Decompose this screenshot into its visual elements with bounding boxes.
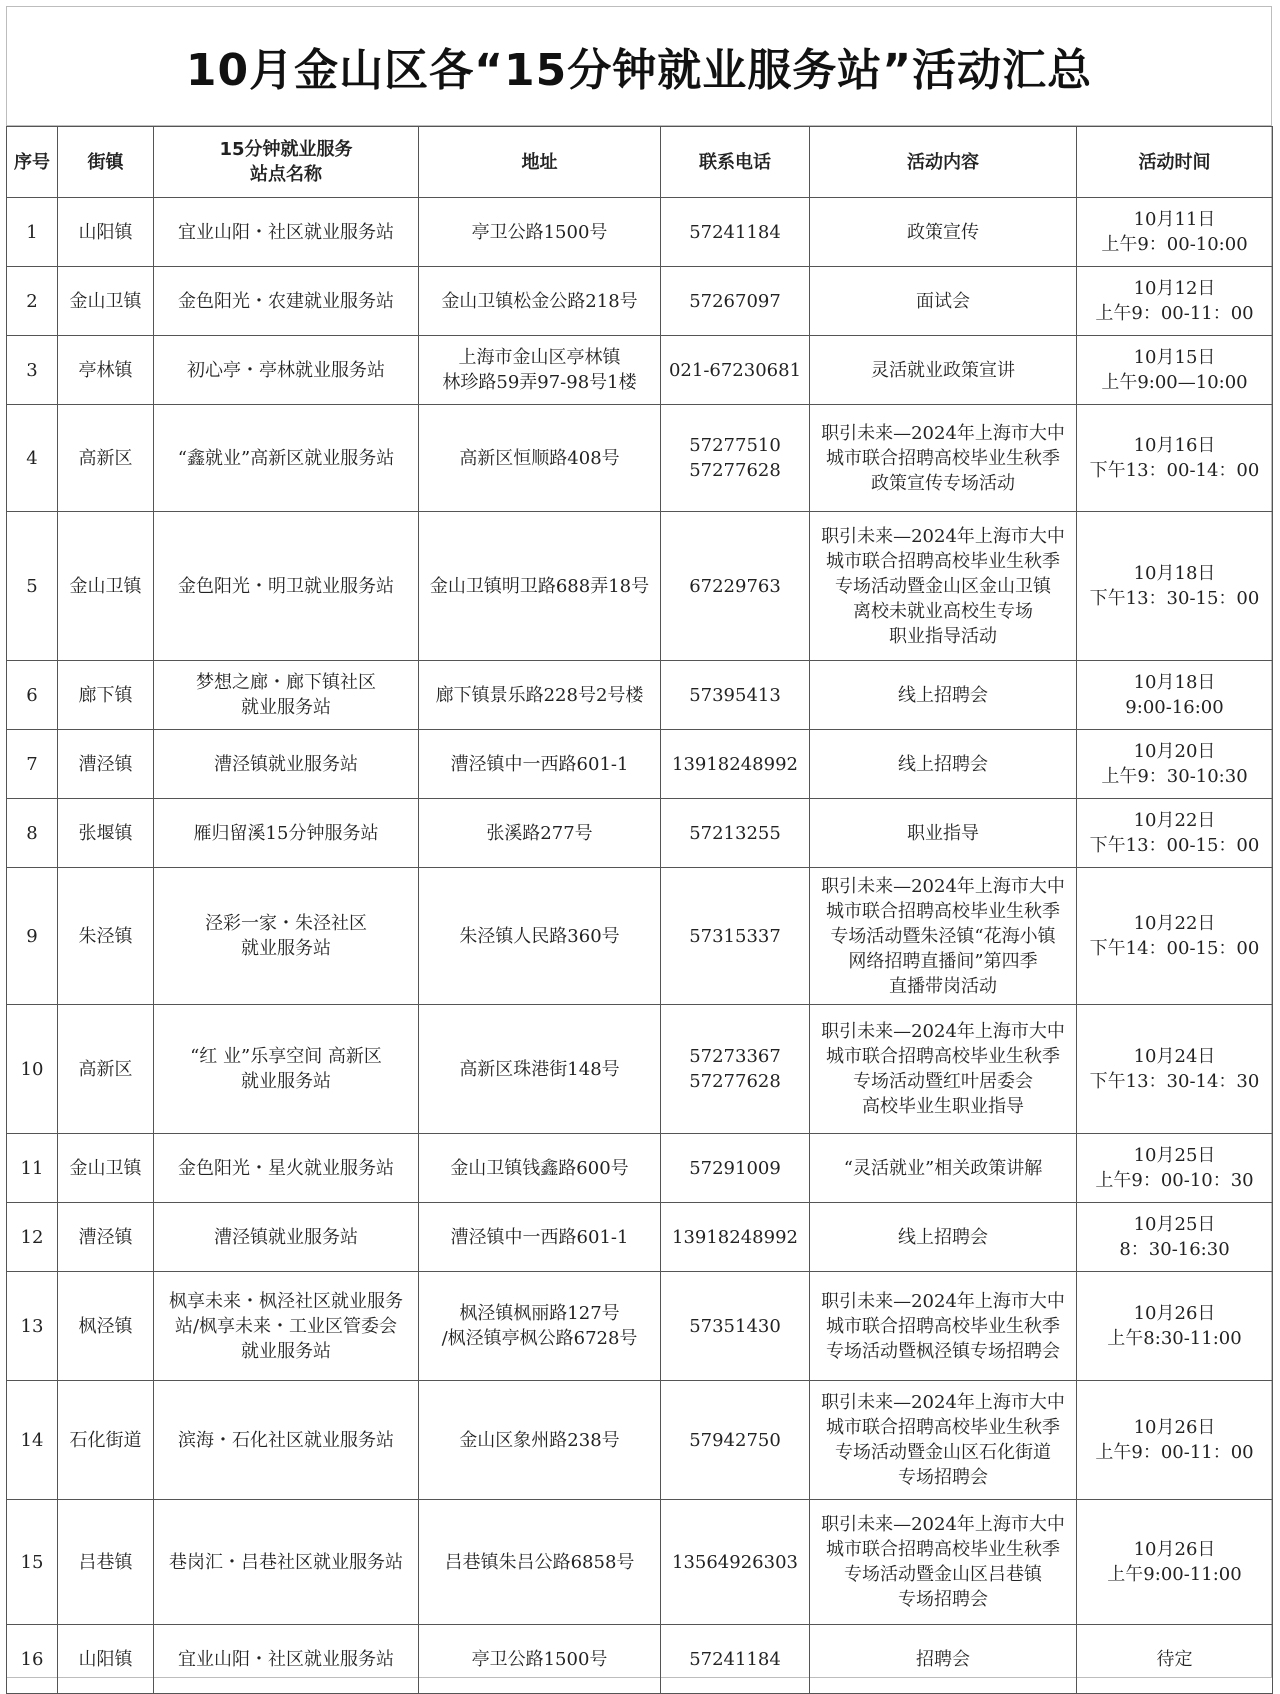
cell-phone: 57395413 — [661, 661, 810, 730]
cell-phone: 021-67230681 — [661, 336, 810, 405]
cell-phone: 13918248992 — [661, 1203, 810, 1272]
cell-phone: 57942750 — [661, 1381, 810, 1500]
table-body — [7, 198, 1273, 1694]
cell-no: 2 — [7, 267, 58, 336]
cell-station: 雁归留溪15分钟服务站 — [154, 799, 419, 868]
cell-content: 线上招聘会 — [810, 661, 1077, 730]
cell-no: 7 — [7, 730, 58, 799]
table-row — [7, 405, 1273, 512]
cell-address: 漕泾镇中一西路601-1 — [419, 1203, 661, 1272]
cell-phone: 57213255 — [661, 799, 810, 868]
cell-station: 金色阳光・星火就业服务站 — [154, 1134, 419, 1203]
cell-no: 11 — [7, 1134, 58, 1203]
cell-address: 亭卫公路1500号 — [419, 1625, 661, 1694]
cell-phone: 57315337 — [661, 868, 810, 1005]
cell-address: 高新区恒顺路408号 — [419, 405, 661, 512]
cell-content: 政策宣传 — [810, 198, 1077, 267]
cell-address: 漕泾镇中一西路601-1 — [419, 730, 661, 799]
header-content: 活动内容 — [810, 127, 1077, 198]
cell-time: 10月24日 下午13：30-14：30 — [1077, 1005, 1273, 1134]
cell-time: 10月25日 上午9：00-10：30 — [1077, 1134, 1273, 1203]
cell-station: 初心亭・亭林就业服务站 — [154, 336, 419, 405]
header-time: 活动时间 — [1077, 127, 1273, 198]
cell-station: 巷岗汇・吕巷社区就业服务站 — [154, 1500, 419, 1625]
cell-address: 张溪路277号 — [419, 799, 661, 868]
table-row — [7, 799, 1273, 868]
cell-station: 金色阳光・农建就业服务站 — [154, 267, 419, 336]
cell-time: 10月25日 8：30-16:30 — [1077, 1203, 1273, 1272]
cell-time: 10月26日 上午8:30-11:00 — [1077, 1272, 1273, 1381]
cell-address: 金山区象州路238号 — [419, 1381, 661, 1500]
cell-phone: 67229763 — [661, 512, 810, 661]
cell-town: 金山卫镇 — [58, 267, 154, 336]
cell-content: 线上招聘会 — [810, 730, 1077, 799]
cell-station: 滨海・石化社区就业服务站 — [154, 1381, 419, 1500]
cell-time: 10月18日 下午13：30-15：00 — [1077, 512, 1273, 661]
table-row — [7, 1500, 1273, 1625]
header-phone: 联系电话 — [661, 127, 810, 198]
cell-town: 廊下镇 — [58, 661, 154, 730]
cell-time: 10月16日 下午13：00-14：00 — [1077, 405, 1273, 512]
cell-station: “红 业”乐享空间 高新区 就业服务站 — [154, 1005, 419, 1134]
cell-content: 职引未来—2024年上海市大中 城市联合招聘高校毕业生秋季 专场活动暨枫泾镇专场招聘会 — [810, 1272, 1077, 1381]
cell-time: 10月12日 上午9：00-11：00 — [1077, 267, 1273, 336]
table-row — [7, 868, 1273, 1005]
cell-phone: 57351430 — [661, 1272, 810, 1381]
cell-no: 16 — [7, 1625, 58, 1694]
table-row — [7, 1625, 1273, 1694]
cell-time: 10月22日 下午14：00-15：00 — [1077, 868, 1273, 1005]
table-row — [7, 198, 1273, 267]
cell-town: 吕巷镇 — [58, 1500, 154, 1625]
cell-no: 13 — [7, 1272, 58, 1381]
cell-no: 15 — [7, 1500, 58, 1625]
cell-station: 泾彩一家・朱泾社区 就业服务站 — [154, 868, 419, 1005]
cell-town: 金山卫镇 — [58, 512, 154, 661]
cell-station: 梦想之廊・廊下镇社区 就业服务站 — [154, 661, 419, 730]
cell-phone: 13918248992 — [661, 730, 810, 799]
cell-station: 枫享未来・枫泾社区就业服务 站/枫享未来・工业区管委会 就业服务站 — [154, 1272, 419, 1381]
cell-no: 4 — [7, 405, 58, 512]
cell-no: 5 — [7, 512, 58, 661]
cell-time: 待定 — [1077, 1625, 1273, 1694]
activity-table — [6, 126, 1273, 1694]
header-town: 街镇 — [58, 127, 154, 198]
cell-station: 金色阳光・明卫就业服务站 — [154, 512, 419, 661]
cell-no: 14 — [7, 1381, 58, 1500]
cell-time: 10月26日 上午9:00-11:00 — [1077, 1500, 1273, 1625]
table-row — [7, 1381, 1273, 1500]
cell-town: 亭林镇 — [58, 336, 154, 405]
cell-town: 漕泾镇 — [58, 1203, 154, 1272]
cell-content: 灵活就业政策宣讲 — [810, 336, 1077, 405]
cell-phone: 13564926303 — [661, 1500, 810, 1625]
title-box — [6, 6, 1272, 126]
table-row — [7, 1005, 1273, 1134]
header-no: 序号 — [7, 127, 58, 198]
cell-town: 石化街道 — [58, 1381, 154, 1500]
cell-address: 上海市金山区亭林镇 林珍路59弄97-98号1楼 — [419, 336, 661, 405]
cell-no: 1 — [7, 198, 58, 267]
cell-town: 山阳镇 — [58, 1625, 154, 1694]
cell-content: 职引未来—2024年上海市大中 城市联合招聘高校毕业生秋季 专场活动暨金山区石化街道 专场招聘会 — [810, 1381, 1077, 1500]
cell-town: 枫泾镇 — [58, 1272, 154, 1381]
cell-time: 10月11日 上午9：00-10:00 — [1077, 198, 1273, 267]
cell-phone: 57241184 — [661, 1625, 810, 1694]
cell-time: 10月18日 9:00-16:00 — [1077, 661, 1273, 730]
table-row — [7, 1272, 1273, 1381]
cell-content: 职引未来—2024年上海市大中 城市联合招聘高校毕业生秋季 专场活动暨金山区金山卫镇 离校未就业高校生专场 职业指导活动 — [810, 512, 1077, 661]
cell-station: 宜业山阳・社区就业服务站 — [154, 1625, 419, 1694]
cell-no: 12 — [7, 1203, 58, 1272]
cell-address: 枫泾镇枫丽路127号 /枫泾镇亭枫公路6728号 — [419, 1272, 661, 1381]
cell-town: 朱泾镇 — [58, 868, 154, 1005]
table-row — [7, 661, 1273, 730]
table-row — [7, 730, 1273, 799]
cell-content: 线上招聘会 — [810, 1203, 1077, 1272]
cell-time: 10月26日 上午9：00-11：00 — [1077, 1381, 1273, 1500]
cell-no: 6 — [7, 661, 58, 730]
cell-time: 10月22日 下午13：00-15：00 — [1077, 799, 1273, 868]
table-row — [7, 1203, 1273, 1272]
cell-no: 3 — [7, 336, 58, 405]
cell-no: 9 — [7, 868, 58, 1005]
cell-address: 吕巷镇朱吕公路6858号 — [419, 1500, 661, 1625]
cell-phone: 57291009 — [661, 1134, 810, 1203]
cell-address: 朱泾镇人民路360号 — [419, 868, 661, 1005]
page-title: 10月金山区各“15分钟就业服务站”活动汇总 — [185, 44, 1093, 96]
cell-address: 高新区珠港街148号 — [419, 1005, 661, 1134]
cell-content: 面试会 — [810, 267, 1077, 336]
cell-station: 漕泾镇就业服务站 — [154, 730, 419, 799]
cell-content: 职引未来—2024年上海市大中 城市联合招聘高校毕业生秋季 专场活动暨朱泾镇“花海小镇 网络招聘直播间”第四季 直播带岗活动 — [810, 868, 1077, 1005]
cell-address: 亭卫公路1500号 — [419, 198, 661, 267]
cell-town: 漕泾镇 — [58, 730, 154, 799]
cell-content: 职引未来—2024年上海市大中 城市联合招聘高校毕业生秋季 政策宣传专场活动 — [810, 405, 1077, 512]
cell-station: 漕泾镇就业服务站 — [154, 1203, 419, 1272]
cell-station: “鑫就业”高新区就业服务站 — [154, 405, 419, 512]
cell-no: 10 — [7, 1005, 58, 1134]
cell-town: 高新区 — [58, 1005, 154, 1134]
table-row — [7, 512, 1273, 661]
cell-address: 金山卫镇钱鑫路600号 — [419, 1134, 661, 1203]
cell-address: 金山卫镇明卫路688弄18号 — [419, 512, 661, 661]
cell-town: 金山卫镇 — [58, 1134, 154, 1203]
cell-content: 职引未来—2024年上海市大中 城市联合招聘高校毕业生秋季 专场活动暨红叶居委会 高校毕业生职业指导 — [810, 1005, 1077, 1134]
cell-content: 职引未来—2024年上海市大中 城市联合招聘高校毕业生秋季 专场活动暨金山区吕巷镇 专场招聘会 — [810, 1500, 1077, 1625]
cell-address: 廊下镇景乐路228号2号楼 — [419, 661, 661, 730]
cell-address: 金山卫镇松金公路218号 — [419, 267, 661, 336]
table-row — [7, 1134, 1273, 1203]
header-station: 15分钟就业服务 站点名称 — [154, 127, 419, 198]
cell-phone: 57241184 — [661, 198, 810, 267]
table-row — [7, 336, 1273, 405]
cell-town: 张堰镇 — [58, 799, 154, 868]
cell-phone: 57273367 57277628 — [661, 1005, 810, 1134]
cell-no: 8 — [7, 799, 58, 868]
cell-time: 10月15日 上午9:00—10:00 — [1077, 336, 1273, 405]
cell-content: “灵活就业”相关政策讲解 — [810, 1134, 1077, 1203]
cell-time: 10月20日 上午9：30-10:30 — [1077, 730, 1273, 799]
table-header-row — [7, 127, 1273, 198]
cell-phone: 57267097 — [661, 267, 810, 336]
table-row — [7, 267, 1273, 336]
cell-content: 职业指导 — [810, 799, 1077, 868]
cell-town: 山阳镇 — [58, 198, 154, 267]
cell-town: 高新区 — [58, 405, 154, 512]
cell-content: 招聘会 — [810, 1625, 1077, 1694]
header-address: 地址 — [419, 127, 661, 198]
cell-phone: 57277510 57277628 — [661, 405, 810, 512]
cell-station: 宜业山阳・社区就业服务站 — [154, 198, 419, 267]
